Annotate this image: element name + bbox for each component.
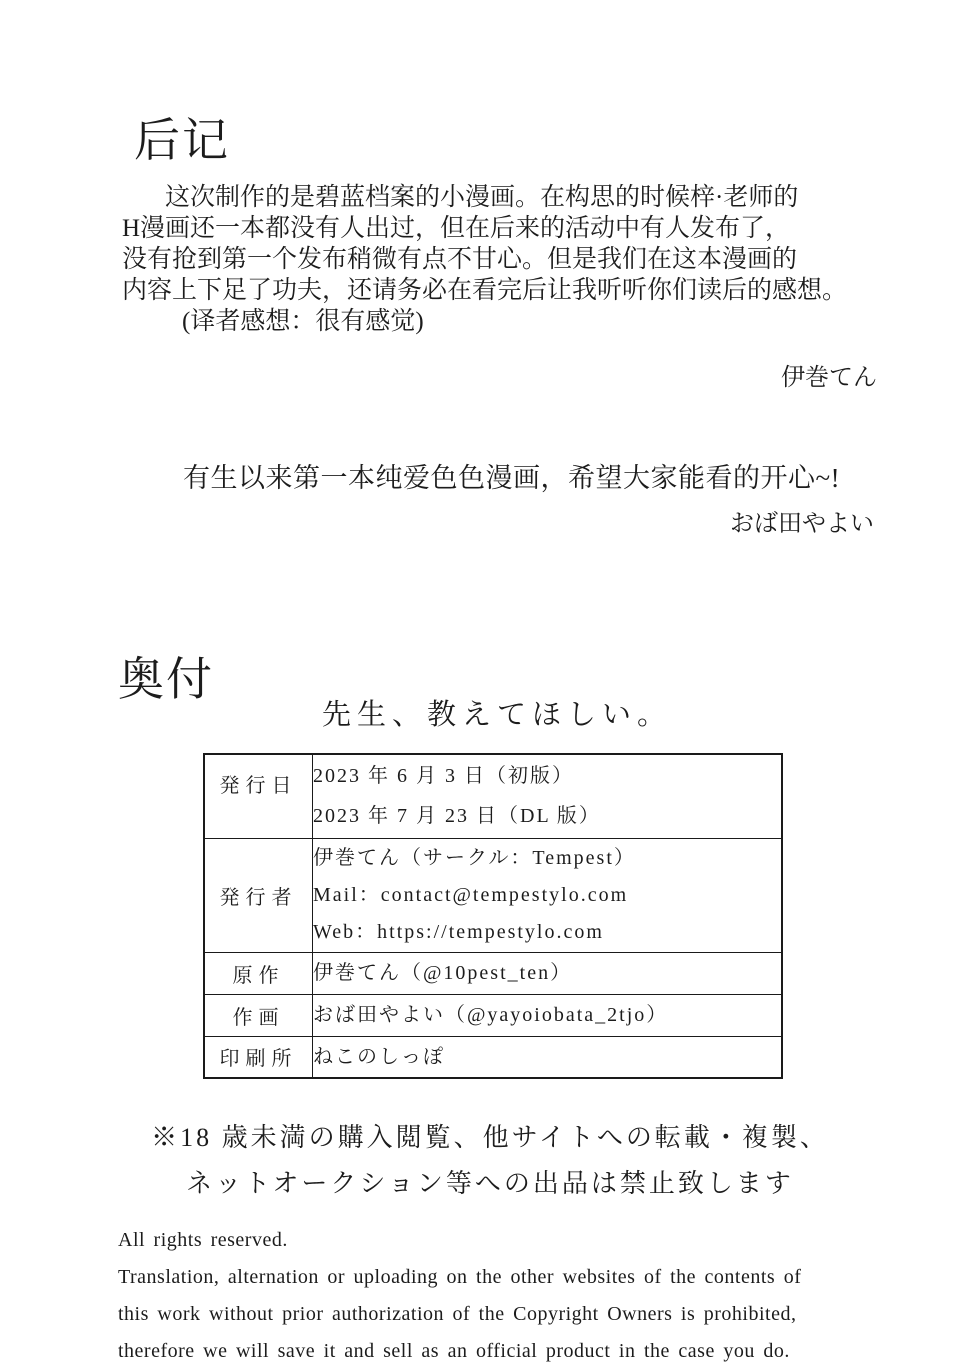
notice-line: ※18 歳未満の購入閲覧、他サイトへの転載・複製、 bbox=[151, 1123, 829, 1152]
value-line: Web：https://tempestylo.com bbox=[313, 920, 604, 943]
row-label: 発行者 bbox=[204, 838, 313, 952]
copyright-notice bbox=[118, 1222, 801, 1370]
value-line: 伊巻てん（@10pest_ten） bbox=[313, 962, 573, 984]
copyright-line: Translation, alternation or uploading on the other websites of the contents of bbox=[118, 1266, 802, 1288]
colophon-heading: 奥付 bbox=[118, 654, 214, 705]
row-value bbox=[313, 754, 783, 838]
author-signature: 伊巻てん bbox=[781, 365, 877, 391]
value-line: おば田やよい（@yayoiobata_2tjo） bbox=[313, 1004, 669, 1026]
row-label: 印刷所 bbox=[204, 1036, 313, 1078]
row-value bbox=[313, 1036, 783, 1078]
row-label: 原作 bbox=[204, 952, 313, 994]
row-value bbox=[313, 838, 783, 952]
afterword-heading: 后记 bbox=[134, 115, 230, 166]
table-row-publish-date bbox=[204, 754, 782, 838]
value-line: 2023 年 6 月 3 日（初版） bbox=[313, 765, 574, 788]
row-value bbox=[313, 994, 783, 1036]
copyright-line: therefore we will save it and sell as an official product in the case you do. bbox=[118, 1340, 790, 1362]
artist-comment: 有生以来第一本纯爱色色漫画，希望大家能看的开心~! bbox=[183, 463, 841, 493]
row-value bbox=[313, 952, 783, 994]
table-row-publisher bbox=[204, 838, 782, 952]
row-label: 作画 bbox=[204, 994, 313, 1036]
book-title: 先生、教えてほしい。 bbox=[322, 699, 673, 731]
value-line: 伊巻てん（サークル：Tempest） bbox=[313, 846, 636, 869]
afterword-line: H漫画还一本都没有人出过，但在后来的活动中有人发布了， bbox=[122, 215, 791, 242]
table-row-illustrator bbox=[204, 994, 782, 1036]
colophon-table bbox=[203, 753, 783, 1079]
afterword-paragraph bbox=[122, 182, 882, 337]
table-row-original-author bbox=[204, 952, 782, 994]
age-restriction-notice bbox=[0, 1122, 980, 1200]
afterword-line: 没有抢到第一个发布稍微有点不甘心。但是我们在这本漫画的 bbox=[122, 246, 798, 273]
copyright-line: All rights reserved. bbox=[118, 1229, 288, 1251]
table-row-printer bbox=[204, 1036, 782, 1078]
notice-line: ネットオークション等への出品は禁止致します bbox=[186, 1169, 794, 1198]
row-label: 発行日 bbox=[204, 754, 313, 838]
value-line: Mail：contact@tempestylo.com bbox=[313, 883, 629, 906]
afterword-line: 内容上下足了功夫，还请务必在看完后让我听听你们读后的感想。 bbox=[122, 277, 848, 304]
value-line: ねこのしっぽ bbox=[313, 1045, 445, 1068]
afterword-line: 这次制作的是碧蓝档案的小漫画。在构思的时候梓·老师的 bbox=[165, 184, 799, 211]
value-line: 2023 年 7 月 23 日（DL 版） bbox=[313, 805, 601, 828]
artist-signature: おば田やよい bbox=[730, 511, 874, 537]
copyright-line: this work without prior authorization of the Copyright Owners is prohibited, bbox=[118, 1303, 797, 1325]
afterword-line: (译者感想：很有感觉) bbox=[182, 308, 424, 335]
